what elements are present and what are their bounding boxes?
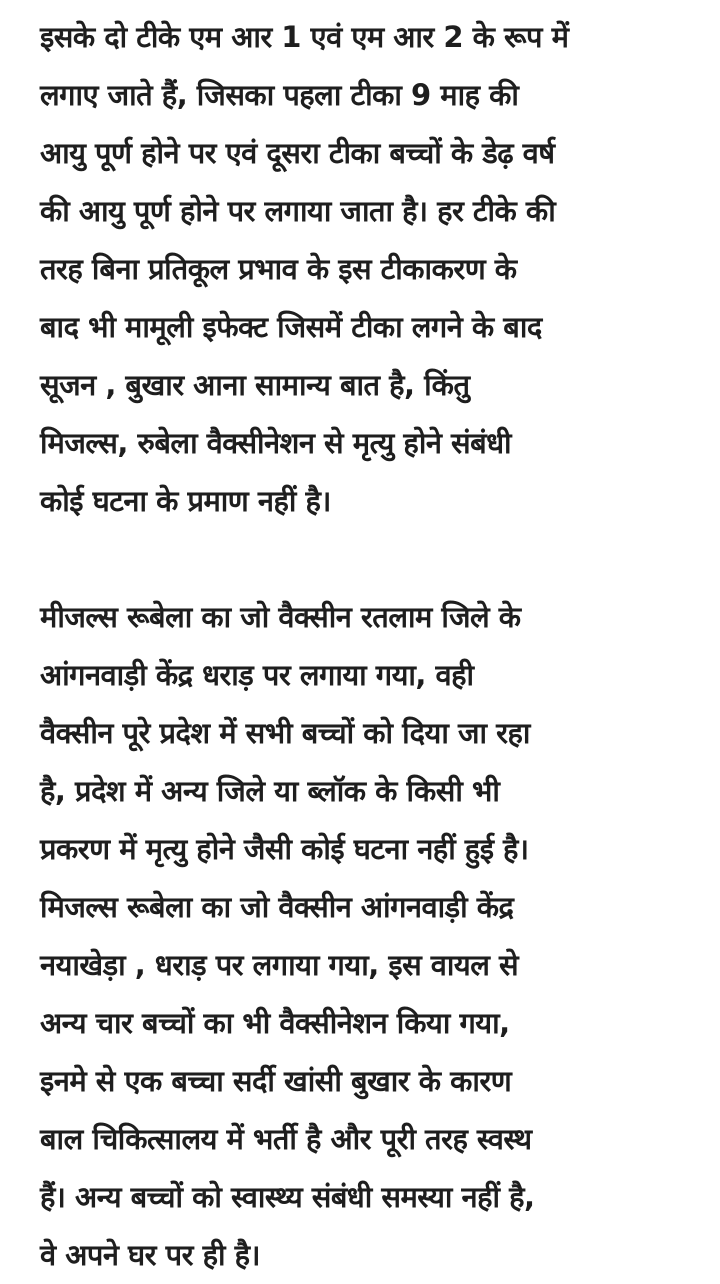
text-line: की आयु पूर्ण होने पर लगाया जाता है। हर टीके की	[40, 194, 556, 228]
text-line: इनमे से एक बच्चा सर्दी खांसी बुखार के कारण	[40, 1064, 512, 1098]
text-line: इसके दो टीके एम आर 1 एवं एम आर 2 के रूप में	[40, 20, 569, 54]
text-line: नयाखेड़ा , धराड़ पर लगाया गया, इस वायल से	[40, 948, 519, 982]
paragraph-2	[40, 588, 700, 1284]
text-line: वैक्सीन पूरे प्रदेश में सभी बच्चों को दिया जा रहा	[40, 716, 530, 750]
text-line: है, प्रदेश में अन्य जिले या ब्लॉक के किसी भी	[40, 774, 500, 808]
text-line: आयु पूर्ण होने पर एवं दूसरा टीका बच्चों के डेढ़ वर्ष	[40, 136, 555, 170]
text-line: प्रकरण में मृत्यु होने जैसी कोई घटना नहीं हुई है।	[40, 832, 529, 866]
text-line: लगाए जाते हैं, जिसका पहला टीका 9 माह की	[40, 78, 519, 112]
paragraph-1	[40, 8, 700, 530]
text-line: तरह बिना प्रतिकूल प्रभाव के इस टीकाकरण के	[40, 252, 517, 286]
text-line: कोई घटना के प्रमाण नहीं है।	[40, 484, 331, 518]
text-line: अन्य चार बच्चों का भी वैक्सीनेशन किया गया,	[40, 1006, 510, 1040]
text-line: हैं। अन्य बच्चों को स्वास्थ्य संबंधी समस्या नहीं है,	[40, 1180, 535, 1214]
text-line: मिजल्स, रुबेला वैक्सीनेशन से मृत्यु होने संबंधी	[40, 426, 512, 460]
text-line: सूजन , बुखार आना सामान्य बात है, किंतु	[40, 368, 470, 402]
text-line: वे अपने घर पर ही है।	[40, 1238, 260, 1272]
paragraph-gap	[40, 530, 700, 588]
text-line: बाद भी मामूली इफेक्ट जिसमें टीका लगने के बाद	[40, 310, 542, 344]
text-line: बाल चिकित्सालय में भर्ती है और पूरी तरह स्वस्थ	[40, 1122, 532, 1156]
article-text	[40, 8, 700, 1284]
text-line: मिजल्स रूबेला का जो वैक्सीन आंगनवाड़ी केंद्र	[40, 890, 514, 924]
text-line: आंगनवाड़ी केंद्र धराड़ पर लगाया गया, वही	[40, 658, 474, 692]
text-line: मीजल्स रूबेला का जो वैक्सीन रतलाम जिले के	[40, 600, 521, 634]
